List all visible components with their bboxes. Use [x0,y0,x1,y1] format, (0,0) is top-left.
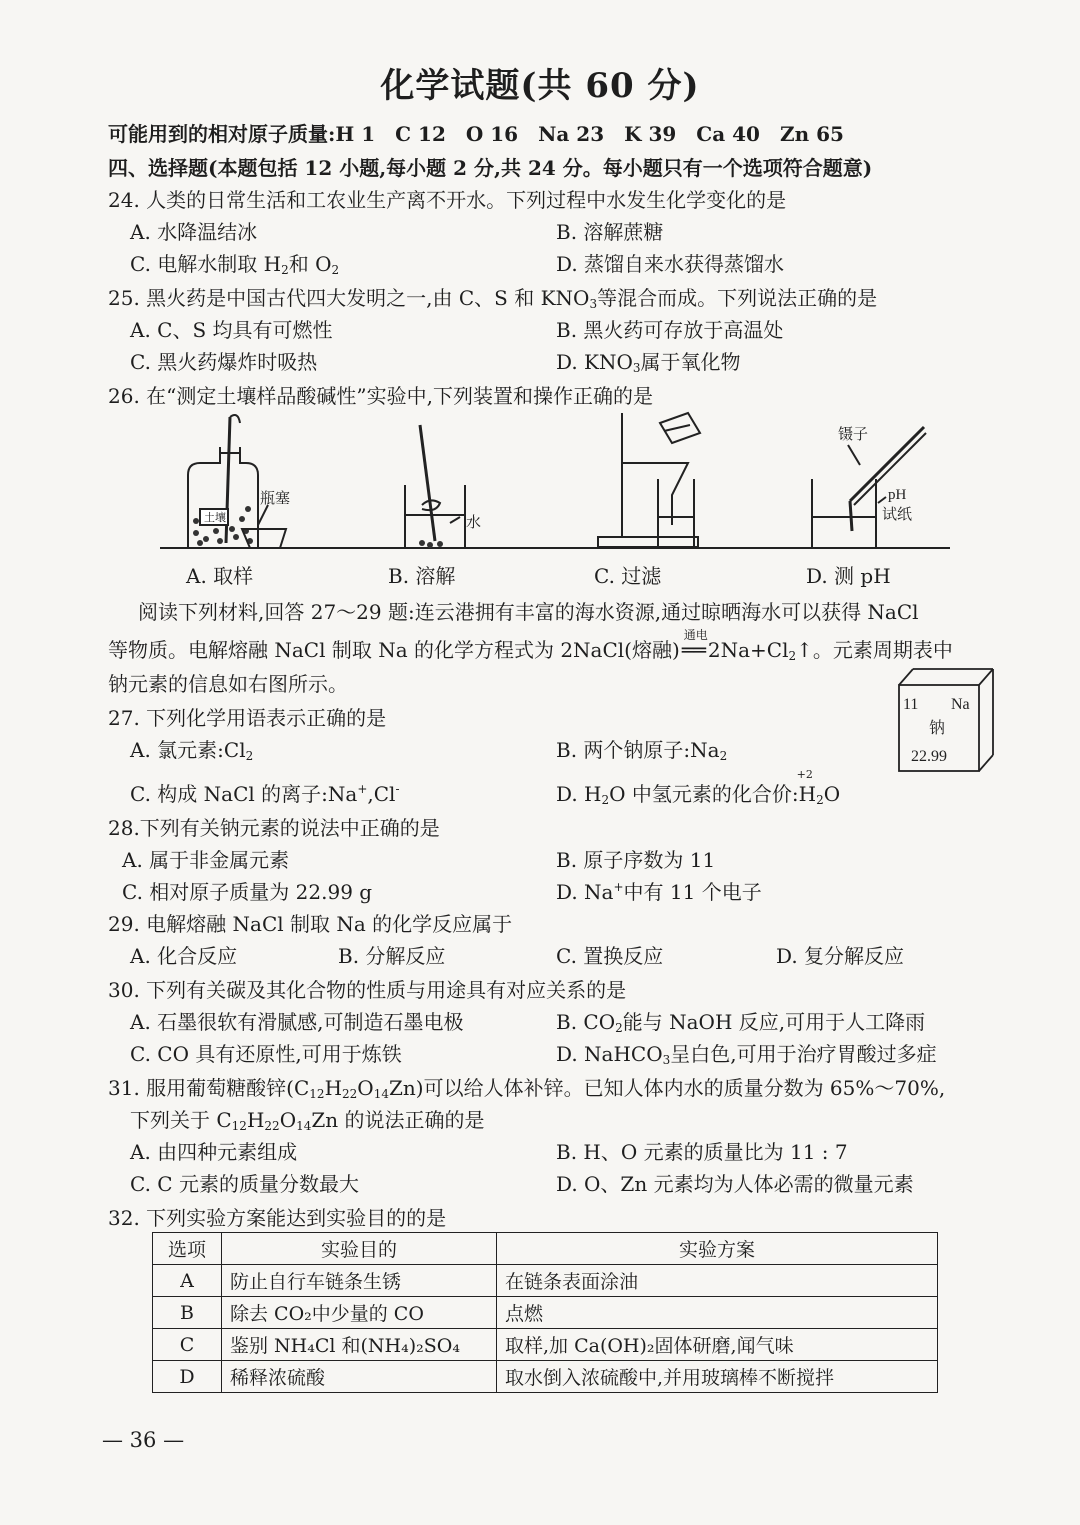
q29-option-d: D. 复分解反应 [776,944,905,968]
q24-option-d: D. 蒸馏自来水获得蒸馏水 [556,252,785,276]
q26-stem: 26. 在“测定土壤样品酸碱性”实验中,下列装置和操作正确的是 [108,384,653,408]
atomic-number: 11 [903,696,919,713]
q27-option-b: B. 两个钠原子$:Na_2$ [556,738,728,763]
test-paper-label: 试纸 [882,507,913,523]
q30-stem: 30. 下列有关碳及其化合物的性质与用途具有对应关系的是 [108,978,627,1002]
header-plan: 实验方案 [497,1233,938,1265]
atomic-mass-line: 可能用到的相对原子质量:H 1 C 12 O 16 Na 23 K 39 Ca 40 Zn 65 [108,122,844,146]
q28-option-d: D. Na+中有 11 个电子 [556,880,762,904]
q25-option-c: C. 黑火药爆炸时吸热 [130,350,318,374]
page-number: — 36 — [102,1428,185,1452]
ph-label: pH [888,487,907,503]
q25-option-a: A. C、S 均具有可燃性 [130,318,333,342]
beaker-d [812,427,926,548]
reading-line-2: 等物质。电解熔融 NaCl 制取 Na 的化学方程式为 2NaCl(熔融) 通电 ══ $2Na+Cl_2↑$。元素周期表中 [108,628,953,663]
row-plan: 点燃 [497,1297,938,1329]
q27-option-d: D. $H_2O$ 中氢元素的化合价: +2 $H_2O$ [556,768,841,807]
row-purpose: 鉴别 NH₄Cl 和(NH₄)₂SO₄ [222,1329,497,1361]
q24-option-c: C. 电解水制取 $H_2$和 $O_2$ [130,252,340,277]
q29-option-b: B. 分解反应 [338,944,446,968]
element-name: 钠 [929,720,946,737]
stopper-label: 瓶塞 [260,491,291,507]
q25-option-b: B. 黑火药可存放于高温处 [556,318,784,342]
section-heading: 四、选择题(本题包括 12 小题,每小题 2 分,共 24 分。每小题只有一个选项符合题意) [108,156,873,180]
q30-option-d: D. NaHCO$_3$呈白色,可用于治疗胃酸过多症 [556,1042,937,1067]
q26-caption-d: D. 测 pH [806,564,891,588]
q26-caption-b: B. 溶解 [388,564,456,588]
q26-caption-c: C. 过滤 [594,564,662,588]
table-row [153,1297,938,1329]
q31-stem-line-1: 31. 服用葡萄糖酸锌$(C_{12}H_{22}O_{14}Zn)$可以给人体补锌。已知人体内水的质量分数为 65%～70%, [108,1076,946,1101]
q31-option-b: B. H、O 元素的质量比为 11 : 7 [556,1140,848,1164]
q27-stem: 27. 下列化学用语表示正确的是 [108,706,387,730]
row-purpose: 防止自行车链条生锈 [222,1265,497,1297]
q30-option-a: A. 石墨很软有滑腻感,可制造石墨电极 [130,1010,464,1034]
reading-line-1: 阅读下列材料,回答 27～29 题:连云港拥有丰富的海水资源,通过晾晒海水可以获得 NaCl [138,600,919,624]
q29-option-c: C. 置换反应 [556,944,664,968]
q31-option-d: D. O、Zn 元素均为人体必需的微量元素 [556,1172,914,1196]
filtration-setup [598,413,700,548]
q28-option-b: B. 原子序数为 11 [556,848,716,872]
reading-line-3: 钠元素的信息如右图所示。 [108,672,348,696]
header-option: 选项 [153,1233,222,1265]
row-plan: 在链条表面涂油 [497,1265,938,1297]
header-purpose: 实验目的 [222,1233,497,1265]
q31-option-c: C. C 元素的质量分数最大 [130,1172,359,1196]
row-option: B [153,1297,222,1329]
q25-option-d: D. $KNO_3$属于氧化物 [556,350,741,375]
element-symbol: Na [951,696,970,713]
tweezers-label: 镊子 [838,427,869,443]
q32-stem: 32. 下列实验方案能达到实验目的的是 [108,1206,447,1230]
q27-option-c: C. 构成 NaCl 的离子:Na+,Cl- [130,782,400,806]
q26-caption-a: A. 取样 [186,564,254,588]
q28-option-c: C. 相对原子质量为 22.99 g [122,880,373,904]
row-plan: 取样,加 Ca(OH)₂固体研磨,闻气味 [497,1329,938,1361]
atomic-mass: 22.99 [911,748,947,765]
q27-option-a: A. 氯元素$:Cl_2$ [130,738,254,763]
water-label: 水 [466,515,482,531]
row-option: D [153,1361,222,1393]
row-option: C [153,1329,222,1361]
table-row [153,1329,938,1361]
q31-option-a: A. 由四种元素组成 [130,1140,298,1164]
q30-option-c: C. CO 具有还原性,可用于炼铁 [130,1042,402,1066]
sodium-element-card [895,665,995,773]
row-purpose: 除去 CO₂中少量的 CO [222,1297,497,1329]
q24-stem: 24. 人类的日常生活和工农业生产离不开水。下列过程中水发生化学变化的是 [108,188,787,212]
row-purpose: 稀释浓硫酸 [222,1361,497,1393]
q24-option-b: B. 溶解蔗糖 [556,220,664,244]
q25-stem: 25. 黑火药是中国古代四大发明之一,由 C、S 和 $KNO_3$等混合而成。下列说法正确的是 [108,286,878,311]
q26-apparatus-figure [160,405,950,553]
table-row [153,1265,938,1297]
row-option: A [153,1265,222,1297]
q24-option-a: A. 水降温结冰 [130,220,258,244]
q30-option-b: B. $CO_2$能与 NaOH 反应,可用于人工降雨 [556,1010,926,1035]
page-title: 化学试题(共 60 分) [380,66,700,106]
q31-stem-line-2: 下列关于 $C_{12}H_{22}O_{14}Zn$ 的说法正确的是 [130,1108,485,1133]
table-header-row [153,1233,938,1265]
q32-experiment-table [152,1232,938,1393]
row-plan: 取水倒入浓硫酸中,并用玻璃棒不断搅拌 [497,1361,938,1393]
q29-stem: 29. 电解熔融 NaCl 制取 Na 的化学反应属于 [108,912,513,936]
beaker-b [405,425,465,548]
q28-option-a: A. 属于非金属元素 [122,848,290,872]
soil-label: 土壤 [204,512,226,524]
q28-stem: 28.下列有关钠元素的说法中正确的是 [108,816,440,840]
table-row [153,1361,938,1393]
q29-option-a: A. 化合反应 [130,944,238,968]
